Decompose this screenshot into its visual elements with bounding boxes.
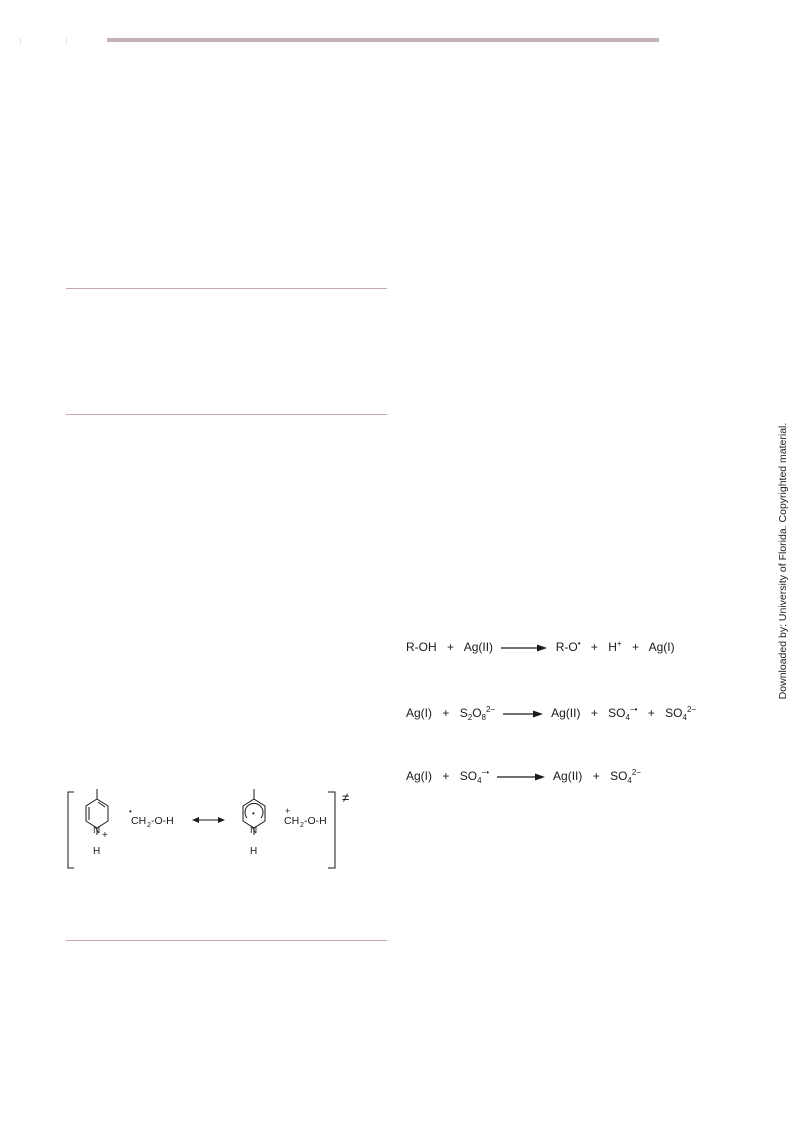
left-radical-tail: -O-H [151, 815, 174, 827]
double-dagger: ≠ [342, 790, 350, 805]
eq1-ag2: Ag(II) [463, 640, 494, 654]
eq1-r-oh: R-OH [406, 640, 437, 654]
eq2-so4-sub: 4 [625, 713, 630, 722]
eq2-so4b-sub: 4 [682, 713, 687, 722]
eq2-persulfate-charge: 2− [485, 705, 496, 714]
ring-radical-dot: • [252, 809, 255, 818]
transition-state-structure [64, 788, 364, 872]
plus-sign: + [442, 769, 450, 783]
plus-sign: + [590, 640, 598, 654]
right-cation-ch: CH [284, 815, 300, 827]
plus-sign: + [647, 706, 655, 720]
eq3-ag2: Ag(II) [553, 769, 583, 783]
left-radical-ch: CH [131, 815, 147, 827]
eq2-so4b: SO [665, 706, 683, 720]
header-rule [107, 38, 659, 42]
reaction-arrow-icon [501, 644, 547, 652]
eq2-ag1: Ag(I) [406, 706, 433, 720]
left-bracket [68, 792, 74, 868]
plus-sign: + [631, 640, 639, 654]
eq1-h: H [608, 640, 617, 654]
right-cation-tail: -O-H [304, 815, 327, 827]
eq3-so4: SO [459, 769, 478, 783]
left-radical-sub: 2 [147, 822, 151, 829]
eq2-so4: SO [608, 706, 626, 720]
plus-sign: + [442, 706, 450, 720]
eq3-so4-sub: 4 [477, 776, 482, 785]
eq1-ag1: Ag(I) [648, 640, 675, 654]
equation-2 [406, 705, 696, 722]
section-rule [66, 940, 387, 941]
reaction-arrow-icon [497, 773, 545, 781]
corner-mark [66, 38, 67, 44]
eq3-so4b-sub: 4 [627, 776, 632, 785]
equation-1 [406, 639, 675, 654]
radical-dot: • [129, 807, 132, 816]
reaction-arrow-icon [503, 710, 543, 718]
ring-n-hydrogen: H [93, 846, 101, 857]
eq2-sulfate-charge: 2− [686, 705, 697, 714]
eq3-so4b: SO [610, 769, 628, 783]
right-cation-sub: 2 [300, 822, 304, 829]
eq2-o-sub: 8 [481, 713, 486, 722]
right-bracket [328, 792, 335, 868]
section-rule [66, 414, 387, 415]
corner-mark [20, 38, 21, 44]
ring-n-charge: + [102, 830, 108, 841]
ring-nitrogen: N [93, 825, 101, 836]
proton-charge: + [616, 639, 622, 648]
eq2-ag2: Ag(II) [551, 706, 581, 720]
resonance-arrow-icon [192, 817, 225, 823]
cation-charge: + [285, 806, 291, 816]
eq2-o: O [472, 706, 482, 720]
eq3-ag1: Ag(I) [406, 769, 433, 783]
ring-nitrogen: N [250, 825, 258, 836]
plus-sign: + [590, 706, 598, 720]
eq2-s-sub: 2 [467, 713, 473, 722]
eq1-ro: R-O [555, 640, 578, 654]
download-notice-text: Downloaded by: University of Florida. Copyrighted material. [777, 422, 789, 700]
equation-3 [406, 768, 641, 785]
radical-dot: • [577, 639, 581, 648]
eq3-sulfate-charge: 2− [631, 768, 641, 777]
eq2-s: S [459, 706, 468, 720]
eq3-so4-radical-charge: −• [481, 768, 489, 777]
ring-n-hydrogen: H [250, 846, 258, 857]
plus-sign: + [447, 640, 455, 654]
section-rule [66, 288, 387, 289]
plus-sign: + [592, 769, 600, 783]
eq2-so4-radical-charge: −• [629, 705, 638, 714]
